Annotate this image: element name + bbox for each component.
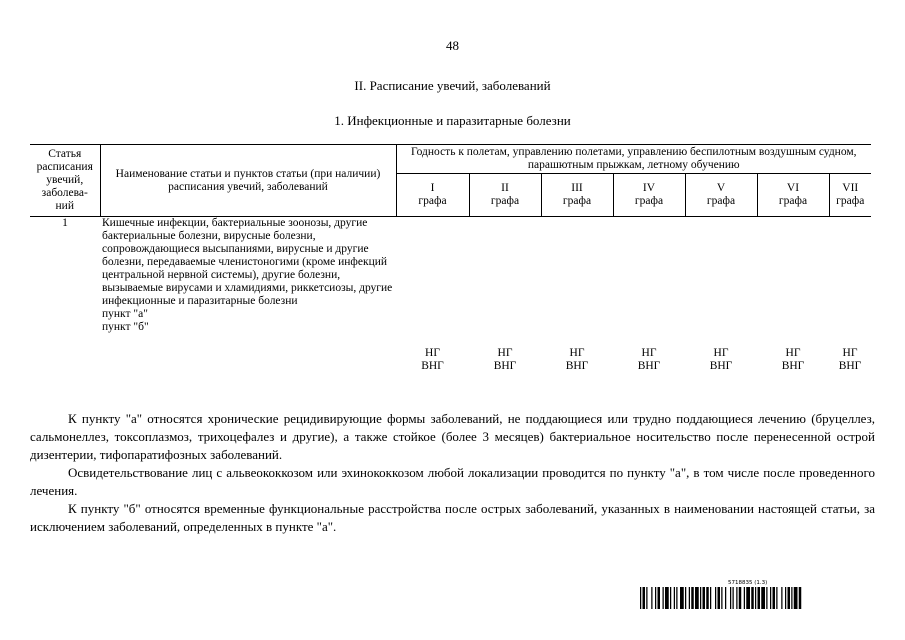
header-fitness: Годность к полетам, управлению полетами, управлению беспилотным воздушным судном, парашютным прыжкам, летному обучению	[396, 145, 871, 174]
subsection-title: 1. Инфекционные и паразитарные болезни	[334, 113, 571, 128]
grade-a-4: НГ	[641, 347, 657, 359]
grade-a-2: НГ	[497, 347, 513, 359]
grade-cell-3	[541, 217, 613, 374]
grade-b-7: ВНГ	[838, 360, 862, 372]
header-article: Статья расписания увечий, заболева- ний	[30, 145, 100, 217]
header-grafa-1: I графа	[396, 174, 469, 217]
grade-b-4: ВНГ	[637, 360, 661, 372]
page-number: 48	[446, 38, 459, 53]
item-b-label: пункт "б"	[102, 321, 149, 333]
header-name: Наименование статьи и пунктов статьи (при наличии) расписания увечий, заболеваний	[100, 145, 396, 217]
article-number: 1	[62, 217, 68, 229]
grade-cell-1	[396, 217, 469, 374]
table-row	[30, 217, 871, 374]
grade-cell-6	[757, 217, 829, 374]
section-title: II. Расписание увечий, заболеваний	[354, 78, 551, 93]
note-paragraph: К пункту "б" относятся временные функциональные расстройства после острых заболеваний, указанных в наименовании настоящей статьи, за исключением заболеваний, определенных в пункте "а".	[30, 501, 875, 534]
grade-a-5: НГ	[713, 347, 729, 359]
grade-b-1: ВНГ	[421, 360, 444, 372]
header-grafa-2: II графа	[469, 174, 541, 217]
grade-a-3: НГ	[569, 347, 585, 359]
grade-a-7: НГ	[842, 347, 858, 359]
barcode-number: 5718835 (1.3)	[728, 580, 768, 586]
notes	[30, 410, 875, 536]
grade-b-2: ВНГ	[493, 360, 517, 372]
item-a-label: пункт "а"	[102, 308, 148, 320]
schedule-table	[30, 144, 871, 373]
note-paragraph: Освидетельствование лиц с альвеококкозом или эхинококкозом любой локализации проводится по пункту "а", в том числе после проведенного лечения.	[30, 465, 875, 498]
header-grafa-6: VI графа	[757, 174, 829, 217]
header-grafa-7: VII графа	[829, 174, 871, 217]
grade-cell-4	[613, 217, 685, 374]
grade-b-5: ВНГ	[709, 360, 733, 372]
header-grafa-3: III графа	[541, 174, 613, 217]
article-description-cell	[100, 217, 396, 374]
grade-a-6: НГ	[785, 347, 801, 359]
header-grafa-4: IV графа	[613, 174, 685, 217]
grade-cell-7	[829, 217, 871, 374]
article-description: Кишечные инфекции, бактериальные зоонозы, другие бактериальные болезни, вирусные болезни, сопровождающиеся высыпаниями, вирусные и другие болезни, передаваемые членистоногими (кроме инфекций центральной нервной системы), другие болезни, вызываемые вирусами и хламидиями, риккетсиозы, другие инфекционные и паразитарные болезни	[102, 217, 393, 307]
grade-a-1: НГ	[425, 347, 440, 359]
grade-cell-5	[685, 217, 757, 374]
barcode-block	[640, 580, 872, 609]
grade-b-3: ВНГ	[565, 360, 589, 372]
note-paragraph: К пункту "а" относятся хронические рецидивирующие формы заболеваний, не поддающиеся или трудно поддающиеся лечению (бруцеллез, сальмонеллез, токсоплазмоз, трихоцефалез и другие), а также стойкое (более 3 месяцев) бактериальное носительство после перенесенной острой дизентерии, тифопаратифозных заболеваний.	[30, 411, 875, 462]
grade-cell-2	[469, 217, 541, 374]
header-grafa-5: V графа	[685, 174, 757, 217]
grade-b-6: ВНГ	[781, 360, 805, 372]
barcode-icon	[640, 587, 872, 609]
